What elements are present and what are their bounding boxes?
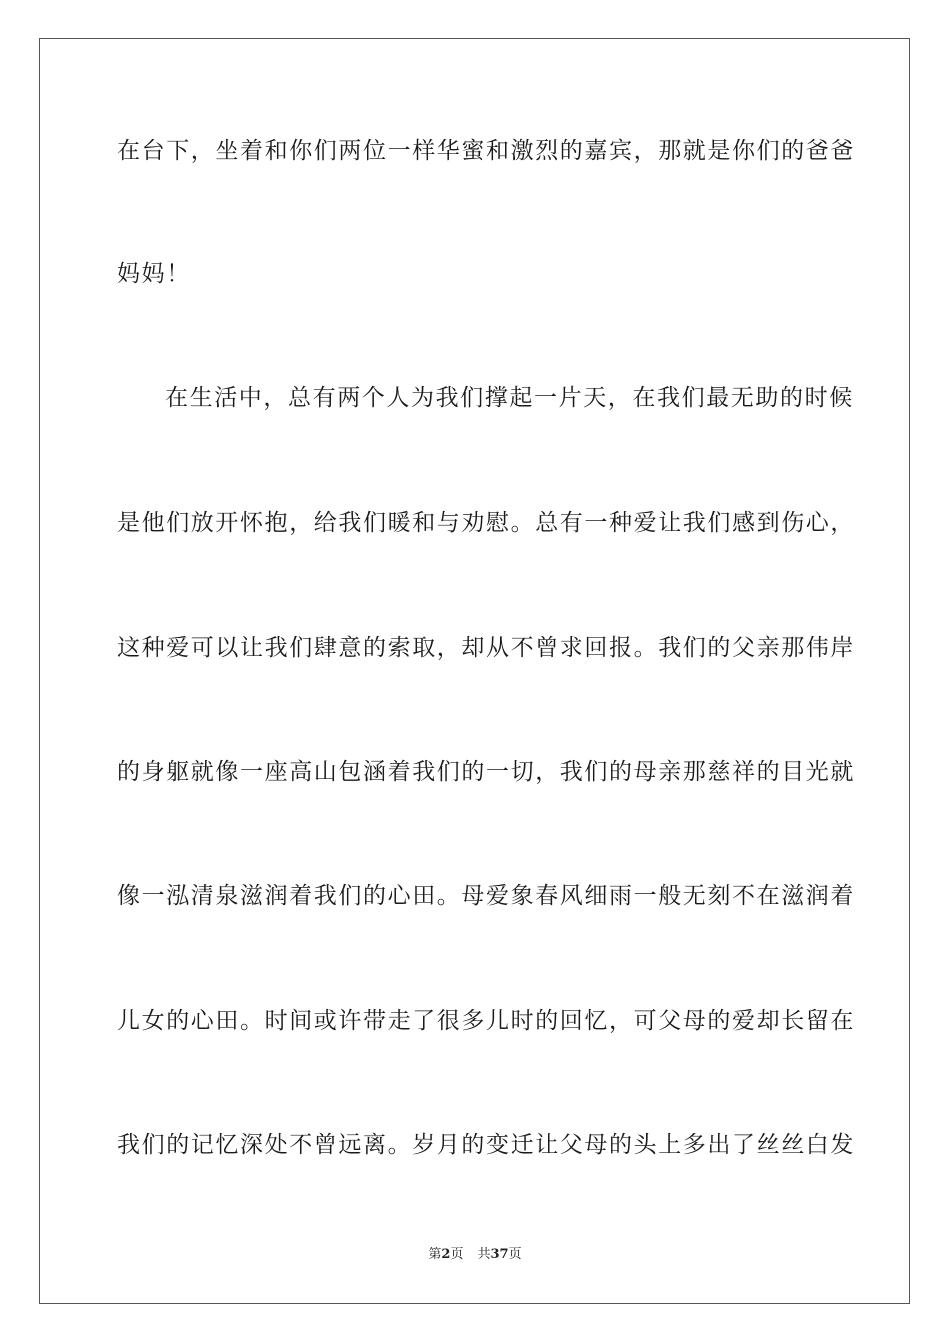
text-line-2: 妈妈！ [117, 261, 191, 287]
text-line-4: 是他们放开怀抱，给我们暖和与劝慰。总有一种爱让我们感到伤心， [117, 510, 855, 536]
page-label-suffix: 页 [450, 1247, 464, 1262]
page-footer [0, 1246, 950, 1264]
page-number: 2 [441, 1247, 451, 1262]
total-label-suffix: 页 [508, 1247, 522, 1262]
text-line-9: 我们的记忆深处不曾远离。岁月的变迁让父母的头上多出了丝丝白发 [117, 1132, 855, 1158]
text-line-1: 在台下，坐着和你们两位一样华蜜和激烈的嘉宾，那就是你们的爸爸 [117, 138, 855, 164]
total-pages: 37 [490, 1247, 509, 1262]
text-line-7: 像一泓清泉滋润着我们的心田。母爱象春风细雨一般无刻不在滋润着 [117, 883, 855, 909]
total-label-prefix: 共 [477, 1247, 491, 1262]
text-line-3: 在生活中，总有两个人为我们撑起一片天，在我们最无助的时候 [165, 385, 854, 411]
text-line-5: 这种爱可以让我们肆意的索取，却从不曾求回报。我们的父亲那伟岸 [117, 635, 855, 661]
text-line-6: 的身躯就像一座高山包涵着我们的一切，我们的母亲那慈祥的目光就 [117, 759, 855, 785]
page-border [39, 38, 910, 1304]
page-label-prefix: 第 [428, 1247, 442, 1262]
text-line-8: 儿女的心田。时间或许带走了很多儿时的回忆，可父母的爱却长留在 [117, 1008, 855, 1034]
